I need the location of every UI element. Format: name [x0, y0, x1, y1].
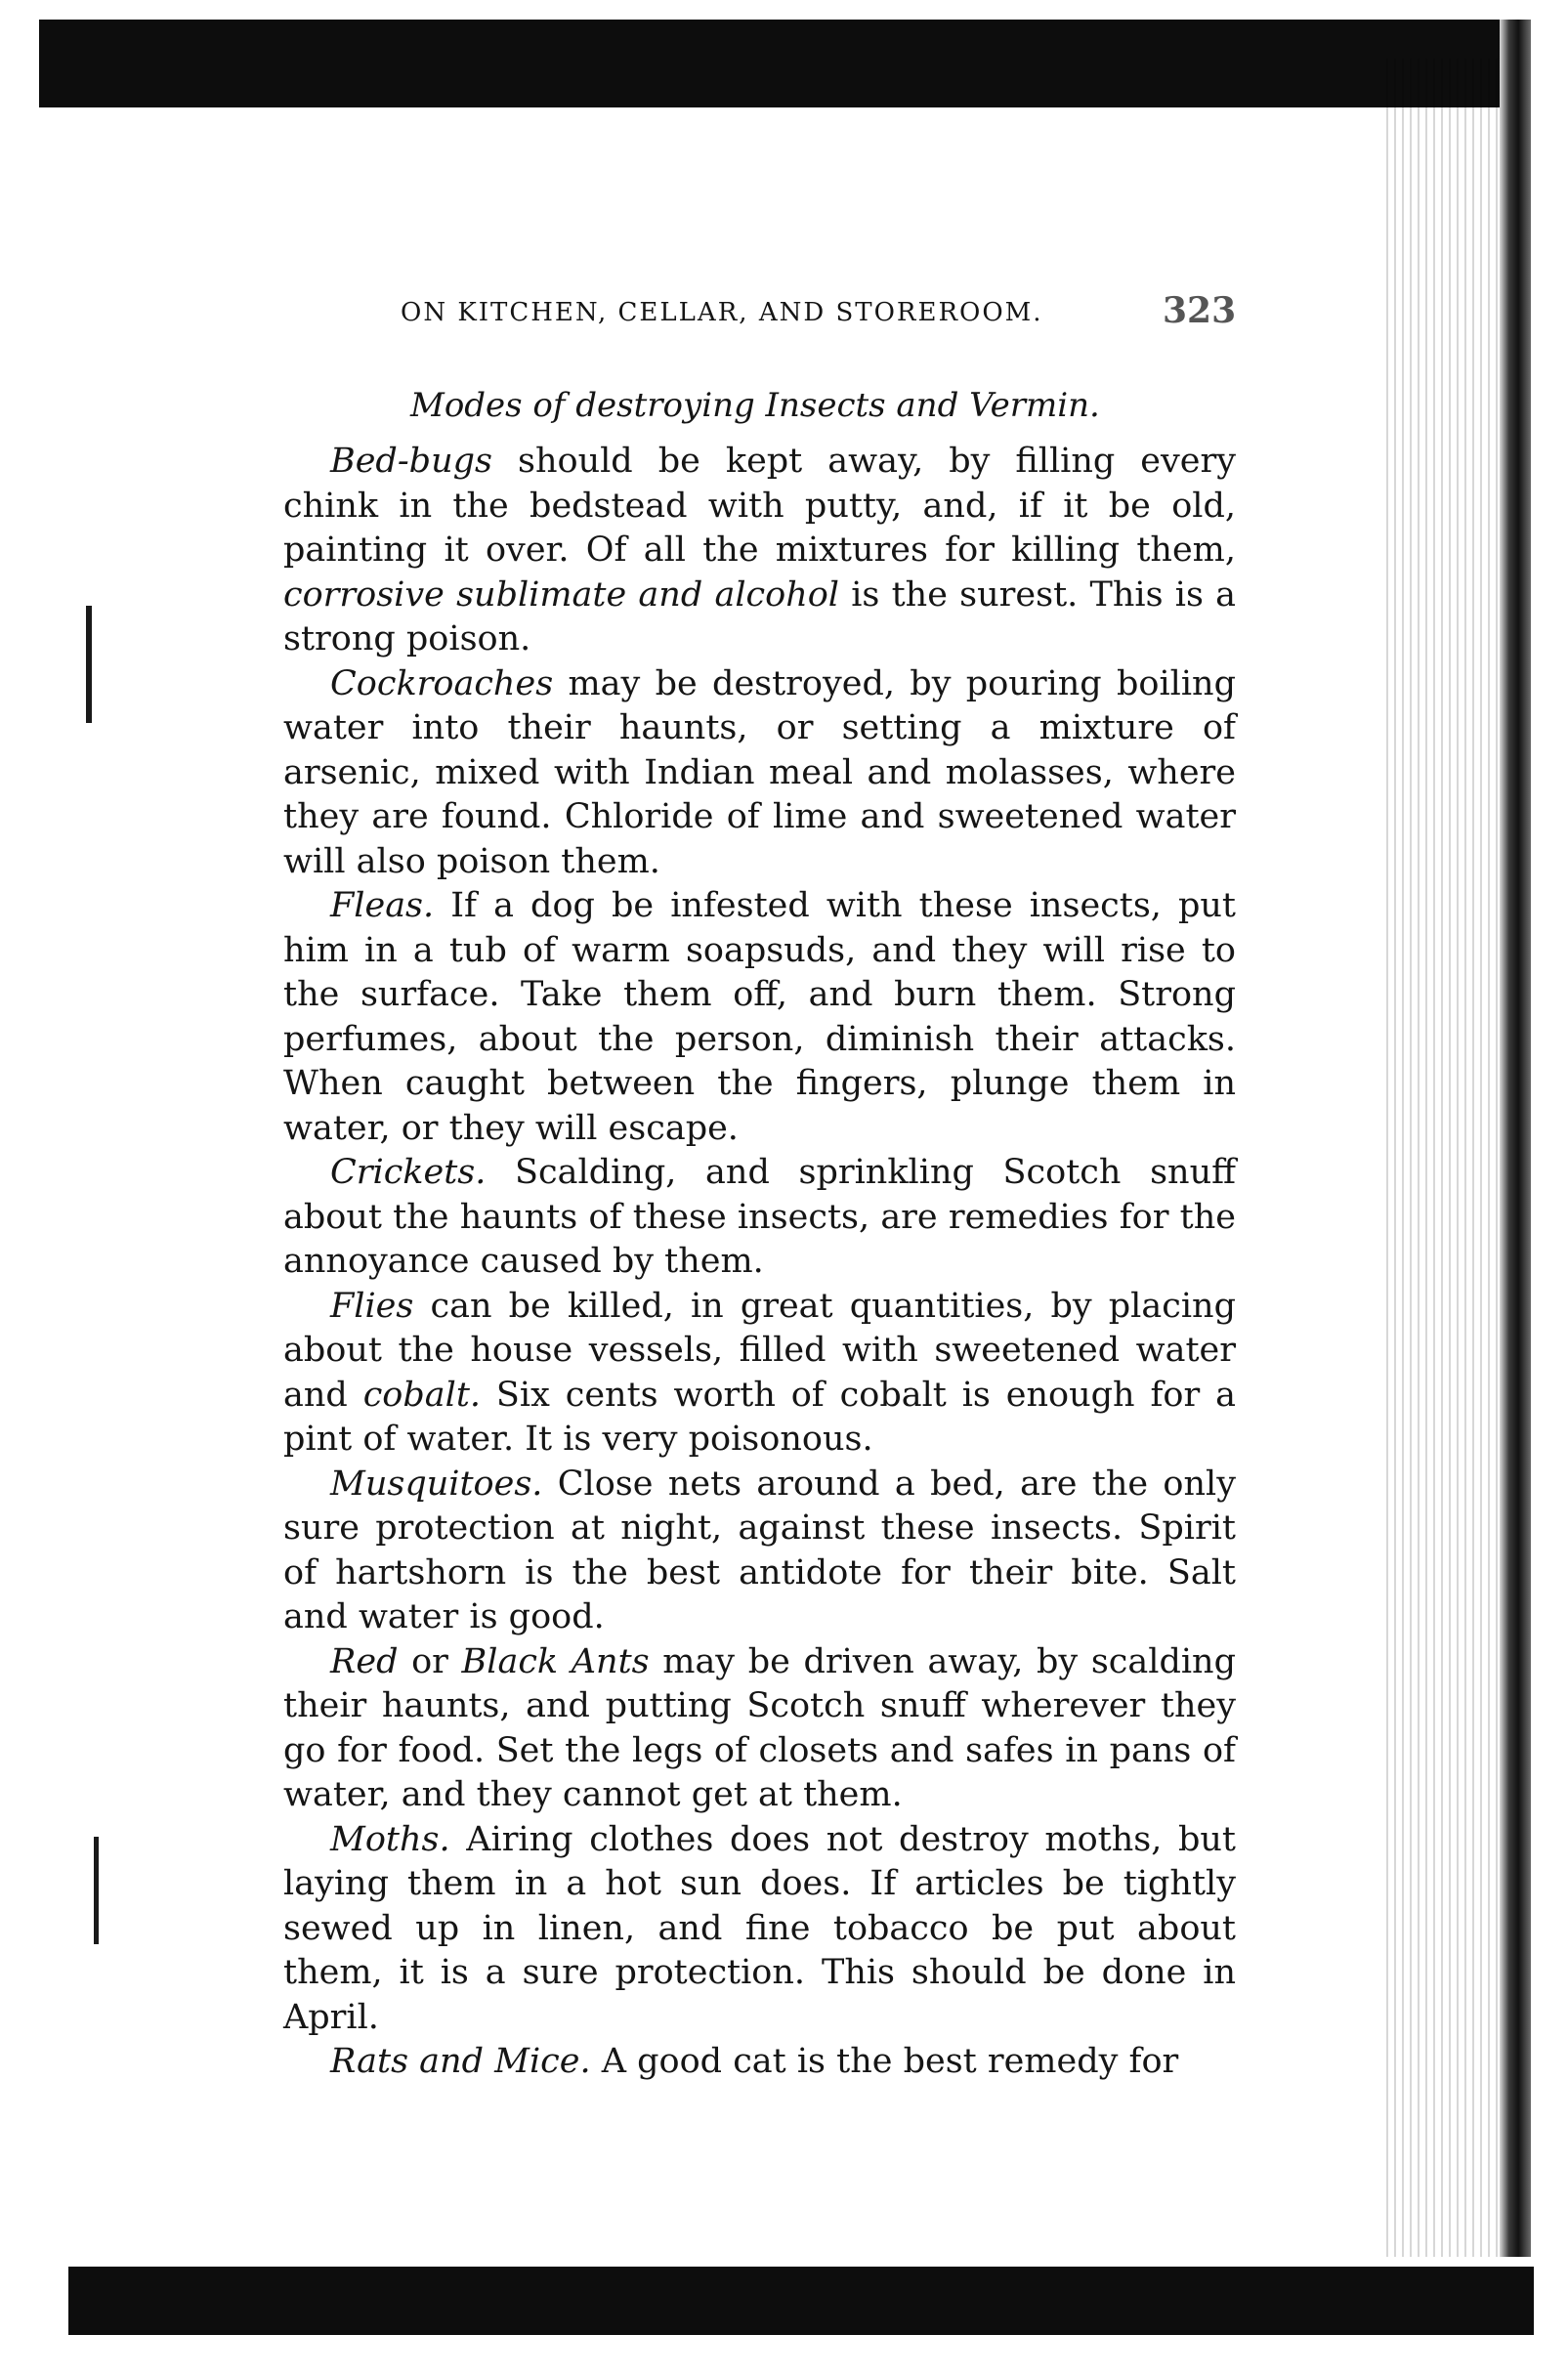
margin-mark	[94, 1837, 99, 1944]
scan-border-right	[1500, 20, 1531, 2257]
paragraph-moths	[283, 1818, 1236, 2041]
paragraph-musquitoes	[283, 1463, 1236, 1640]
page-edge-shading	[1380, 59, 1498, 2257]
paragraph-ants	[283, 1640, 1236, 1818]
paragraph-lead: Crickets.	[330, 1153, 487, 1192]
scan-border-bottom	[68, 2267, 1534, 2335]
paragraph-lead: Moths.	[330, 1819, 450, 1859]
paragraph-lead: Bed-bugs	[330, 442, 492, 481]
paragraph-lead: Musquitoes.	[330, 1464, 543, 1504]
paragraph-rats-and-mice	[283, 2040, 1236, 2085]
paragraph-italic: Black Ants	[461, 1641, 650, 1681]
paragraph-crickets	[283, 1151, 1236, 1285]
paragraph-text: A good cat is the best remedy for	[590, 2042, 1179, 2081]
paragraph-lead: Flies	[330, 1286, 414, 1326]
body-text	[283, 440, 1236, 2085]
paragraph-flies	[283, 1285, 1236, 1463]
paragraph-text: or	[398, 1641, 462, 1681]
paragraph-cockroaches	[283, 662, 1236, 885]
paragraph-text: Close nets around a bed, are the only sure protection at night, against these insects. Spirit of hartshorn is the best antidote for their bite. Salt and water is good.	[283, 1464, 1236, 1636]
paragraph-lead: Cockroaches	[330, 663, 554, 703]
paragraph-text: Six cents worth of cobalt is enough for a pint of water. It is very poisonous.	[283, 1375, 1236, 1459]
paragraph-italic: cobalt.	[362, 1375, 482, 1415]
paragraph-bed-bugs	[283, 440, 1236, 662]
paragraph-text: Scalding, and sprinkling Scotch snuff about the haunts of these insects, are remedies for the annoyance caused by them.	[283, 1153, 1236, 1281]
paragraph-text: is the surest. This is a strong poison.	[283, 574, 1236, 658]
scan-border-top	[39, 20, 1529, 107]
page-number: 323	[1163, 290, 1237, 331]
running-title: ON KITCHEN, CELLAR, AND STOREROOM.	[401, 298, 1043, 327]
paragraph-text: should be kept away, by filling every chink in the bedstead with putty, and, if it be old, painting it over. Of all the mixtures for killing them,	[283, 442, 1236, 570]
paragraph-lead: Red	[330, 1641, 399, 1681]
paragraph-lead: Rats and Mice.	[330, 2042, 591, 2081]
running-head	[293, 290, 1270, 357]
paragraph-italic: corrosive sublimate and alcohol	[283, 574, 840, 615]
paragraph-fleas	[283, 884, 1236, 1151]
paragraph-lead: Fleas.	[330, 886, 435, 925]
section-heading: Modes of destroying Insects and Vermin.	[410, 386, 1100, 425]
paragraph-text: Airing clothes does not destroy moths, but laying them in a hot sun does. If articles be tightly sewed up in linen, and fine tobacco be put about them, it is a sure protection. This should be done in April.	[283, 1819, 1236, 2037]
paragraph-text: may be destroyed, by pouring boiling water into their haunts, or setting a mixture of arsenic, mixed with Indian meal and molasses, where they are found. Chloride of lime and sweetened water will also poison them.	[283, 663, 1236, 881]
paragraph-text: If a dog be infested with these insects, put him in a tub of warm soapsuds, and they will rise to the surface. Take them off, and burn them. Strong perfumes, about the person, diminish their attacks. When caught between the fingers, plunge them in water, or they will escape.	[283, 886, 1236, 1148]
margin-mark	[86, 606, 92, 723]
paragraph-text: can be killed, in great quantities, by placing about the house vessels, filled with sweetened water and	[283, 1286, 1236, 1415]
paragraph-text: may be driven away, by scalding their haunts, and putting Scotch snuff wherever they go for food. Set the legs of closets and safes in pans of water, and they cannot get at them.	[283, 1641, 1236, 1814]
